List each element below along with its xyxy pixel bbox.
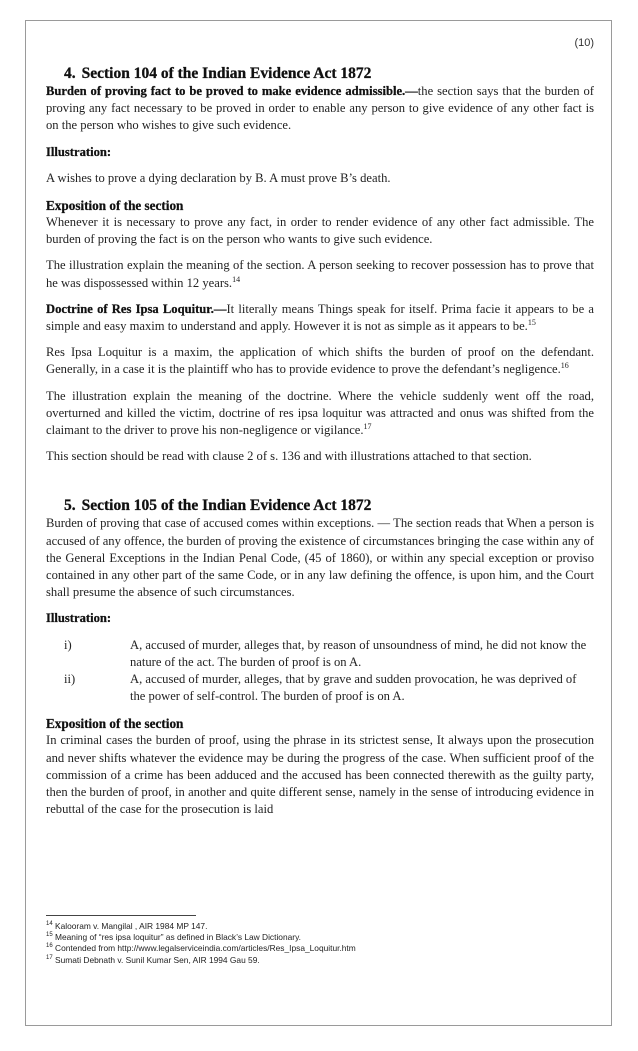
illustration-explain-paragraph [46, 388, 594, 440]
list-marker: i) [64, 637, 72, 652]
doctrine-label: Doctrine of Res Ipsa Loquitur.— [46, 301, 227, 316]
footnote-16 [46, 943, 594, 954]
footnote-number: 15 [46, 932, 53, 939]
footnote-number: 17 [46, 954, 53, 961]
illustration-item [46, 637, 594, 671]
section-4-lead-paragraph [46, 83, 594, 135]
section-5-heading [64, 497, 594, 515]
section-4-lead-label: Burden of proving fact to be proved to make evidence admissible.— [46, 84, 418, 98]
section-5-exposition-heading: Exposition of the section [46, 716, 184, 732]
illustration-explain-text: The illustration explain the meaning of the doctrine. Where the vehicle suddenly went off the road, overturned and killed the victim, doctrine of res ipsa loquitur was attracted and onus was shifted from the claimant to the driver to prove his non-negligence or vigilance. [46, 388, 594, 438]
footnote-text: Meaning of “res ipsa loquitur” as defined in Black’s Law Dictionary. [55, 932, 301, 943]
section-4-number: 4. [64, 65, 76, 82]
footnote-17 [46, 955, 594, 966]
footnote-text: Sumati Debnath v. Sunil Kumar Sen, AIR 1994 Gau 59. [55, 954, 260, 965]
section-5-title: Section 105 of the Indian Evidence Act 1872 [81, 497, 372, 515]
section-4-title: Section 104 of the Indian Evidence Act 1872 [81, 65, 372, 82]
footnote-15 [46, 932, 594, 943]
section-5-number: 5. [64, 497, 76, 515]
footnote-divider [46, 915, 196, 916]
list-item-text: A, accused of murder, alleges that, by reason of unsoundness of mind, he did not know the nature of the act. The burden of proof is on A. [130, 637, 587, 669]
section-4-heading [64, 65, 594, 83]
section-4-lead-text: the section says that the burden of proving any fact necessary to be proved in order to enable any person to give evidence of any other fact is on the person who wishes to give such evidence. [46, 84, 594, 133]
doctrine-paragraph [46, 301, 594, 335]
footnote-ref-17[interactable]: 17 [363, 421, 372, 431]
list-item-text: A, accused of murder, alleges, that by grave and sudden provocation, he was deprived of the power of self-control. The burden of proof is on A. [130, 672, 577, 704]
res-ipsa-paragraph [46, 344, 594, 378]
section-5-illustration-label: Illustration: [46, 611, 112, 626]
section-5-illustration-list [46, 637, 594, 706]
footnote-text: Kalooram v. Mangilal , AIR 1984 MP 147. [55, 921, 208, 931]
list-marker: ii) [64, 672, 76, 687]
footnote-text: Contended from http://www.legalserviceindia.com/articles/Res_Ipsa_Loquitur.htm [55, 943, 356, 954]
footnote-ref-15[interactable]: 15 [527, 317, 536, 327]
footnote-number: 14 [46, 921, 53, 928]
section-4-illustration-text: A wishes to prove a dying declaration by B. A must prove B’s death. [46, 170, 391, 185]
section-4-exposition-p1: Whenever it is necessary to prove any fact, in order to render evidence of any other fact admissible. The burden of proving the fact is on the person who wants to give such evidence. [46, 215, 594, 247]
footnote-ref-14[interactable]: 14 [232, 274, 241, 284]
exposition-p2-text: The illustration explain the meaning of the section. A person seeking to recover possession has to prove that he was dispossessed within 12 years. [46, 258, 594, 290]
footnotes [46, 915, 594, 966]
footnote-14 [46, 921, 594, 932]
read-with-paragraph: This section should be read with clause 2 of s. 136 and with illustrations attached to that section. [46, 449, 532, 464]
res-ipsa-text: Res Ipsa Loquitur is a maxim, the application of which shifts the burden of proof on the defendant. Generally, in a case it is the plaintiff who has to provide evidence to prove the defendant’s negligence. [46, 345, 594, 377]
page-number: (10) [574, 37, 594, 49]
section-4-illustration-label: Illustration: [46, 144, 112, 159]
section-4-exposition-p2 [46, 257, 594, 291]
section-4-exposition-heading: Exposition of the section [46, 198, 184, 214]
section-5-lead-paragraph: Burden of proving that case of accused comes within exceptions. — The section reads that When a person is accused of any offence, the burden of proving the existence of circumstances bringing the case within any of the General Exceptions in the Indian Penal Code, (45 of 1860), or within any special exception or proviso contained in any other part of the same Code, or in any law defining the offence, is upon him, and the Court shall presume the absence of such circumstances. [46, 516, 594, 600]
illustration-item [46, 671, 594, 705]
page-content [46, 37, 594, 819]
doctrine-text: It literally means Things speak for itself. Prima facie it appears to be a simple and easy maxim to understand and apply. However it is not as simple as it appears to be. [46, 301, 594, 334]
section-5-exposition-text: In criminal cases the burden of proof, using the phrase in its strictest sense, It always upon the prosecution and never shifts whatever the evidence may be during the progress of the case. When sufficient proof of the commission of a crime has been adduced and the accused has been connected therewith as the guilty party, then the burden of proof, in another and quite different sense, namely in the sense of introducing evidence in rebuttal of the case for the prosecution is laid [46, 733, 594, 817]
footnote-ref-16[interactable]: 16 [560, 361, 569, 371]
footnote-number: 16 [46, 943, 53, 950]
